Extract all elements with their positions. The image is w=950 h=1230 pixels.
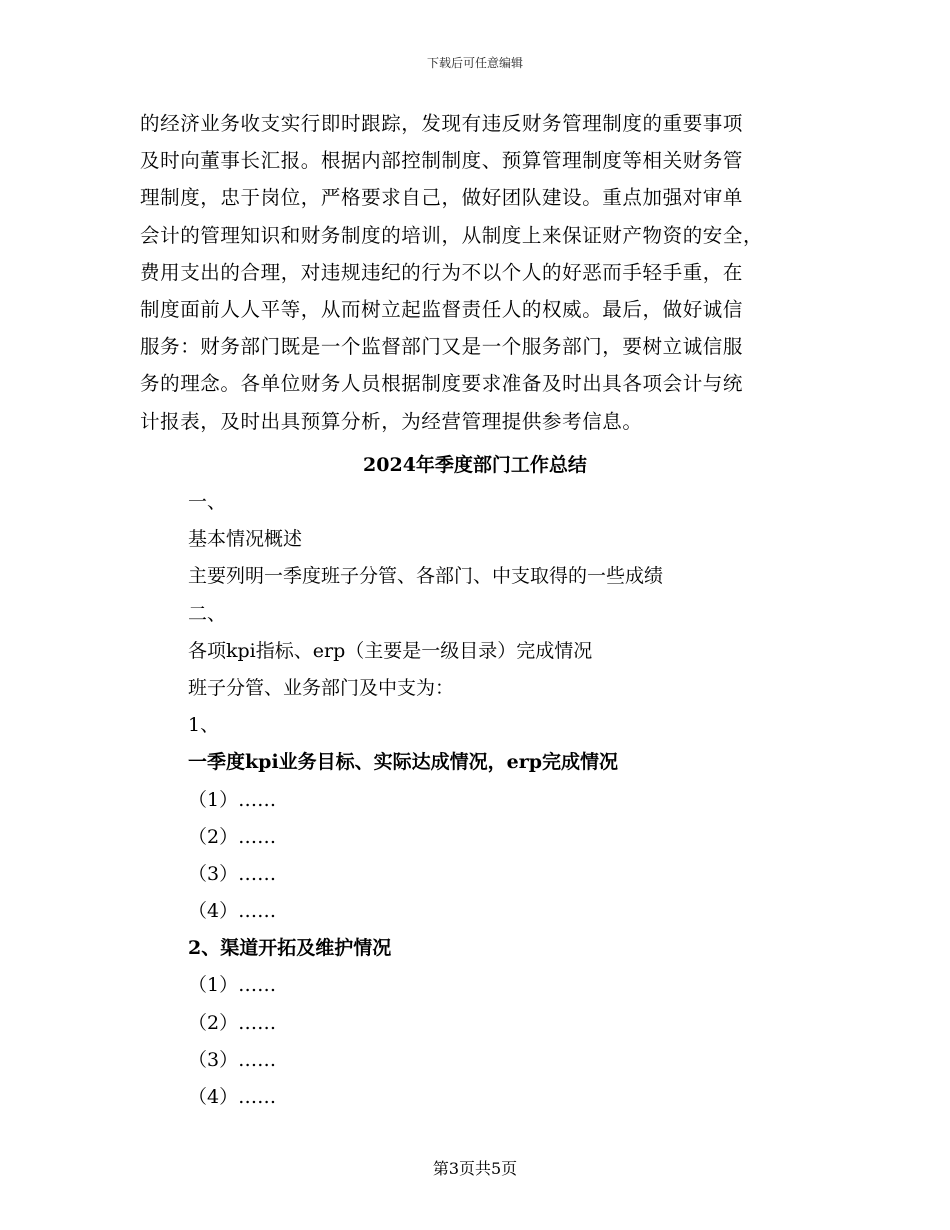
paragraph-line: 制度面前人人平等，从而树立起监督责任人的权威。最后，做好诚信 — [140, 298, 744, 322]
part2-description: 班子分管、业务部门及中支为： — [188, 676, 455, 699]
item2-heading: 2、渠道开拓及维护情况 — [188, 937, 392, 960]
paragraph-line: 费用支出的合理，对违规违纪的行为不以个人的好恶而手轻手重，在 — [140, 260, 744, 284]
paragraph-line: 服务：财务部门既是一个监督部门又是一个服务部门，要树立诚信服 — [140, 335, 744, 359]
paragraph-line: 计报表，及时出具预算分析，为经营管理提供参考信息。 — [140, 409, 643, 433]
paragraph-line: 务的理念。各单位财务人员根据制度要求准备及时出具各项会计与统 — [140, 372, 744, 396]
part1-description: 主要列明一季度班子分管、各部门、中支取得的一些成绩 — [188, 565, 664, 588]
item2-sub-item: （3）…… — [188, 1048, 277, 1071]
item2-sub-item: （2）…… — [188, 1011, 277, 1034]
item1-sub-item: （3）…… — [188, 862, 277, 885]
part2-heading: 各项kpi指标、erp（主要是一级目录）完成情况 — [188, 639, 593, 662]
outline-list — [188, 484, 828, 1116]
paragraph-line: 的经济业务收支实行即时跟踪，发现有违反财务管理制度的重要事项 — [140, 112, 744, 135]
item1-sub-item: （2）…… — [188, 825, 277, 848]
item1-heading: 一季度kpi业务目标、实际达成情况，erp完成情况 — [188, 751, 619, 774]
paragraph-line: 会计的管理知识和财务制度的培训，从制度上来保证财产物资的安全， — [140, 223, 764, 247]
item2-sub-item: （4）…… — [188, 1086, 277, 1108]
item1-number: 1、 — [188, 714, 220, 737]
item2-sub-item: （1）…… — [188, 974, 277, 997]
part2-number: 二、 — [188, 602, 227, 625]
item1-sub-item: （4）…… — [188, 900, 277, 923]
paragraph-line: 理制度，忠于岗位，严格要求自己，做好团队建设。重点加强对审单 — [140, 186, 744, 210]
body-paragraph — [140, 105, 810, 440]
header-note: 下载后可任意编辑 — [426, 56, 523, 70]
part1-heading: 基本情况概述 — [188, 528, 303, 551]
page-footer: 第3页共5页 — [432, 1159, 518, 1178]
paragraph-line: 及时向董事长汇报。根据内部控制制度、预算管理制度等相关财务管 — [140, 149, 744, 173]
section-title: 2024年季度部门工作总结 — [363, 454, 587, 476]
part1-number: 一、 — [188, 491, 227, 513]
item1-sub-item: （1）…… — [188, 788, 277, 811]
